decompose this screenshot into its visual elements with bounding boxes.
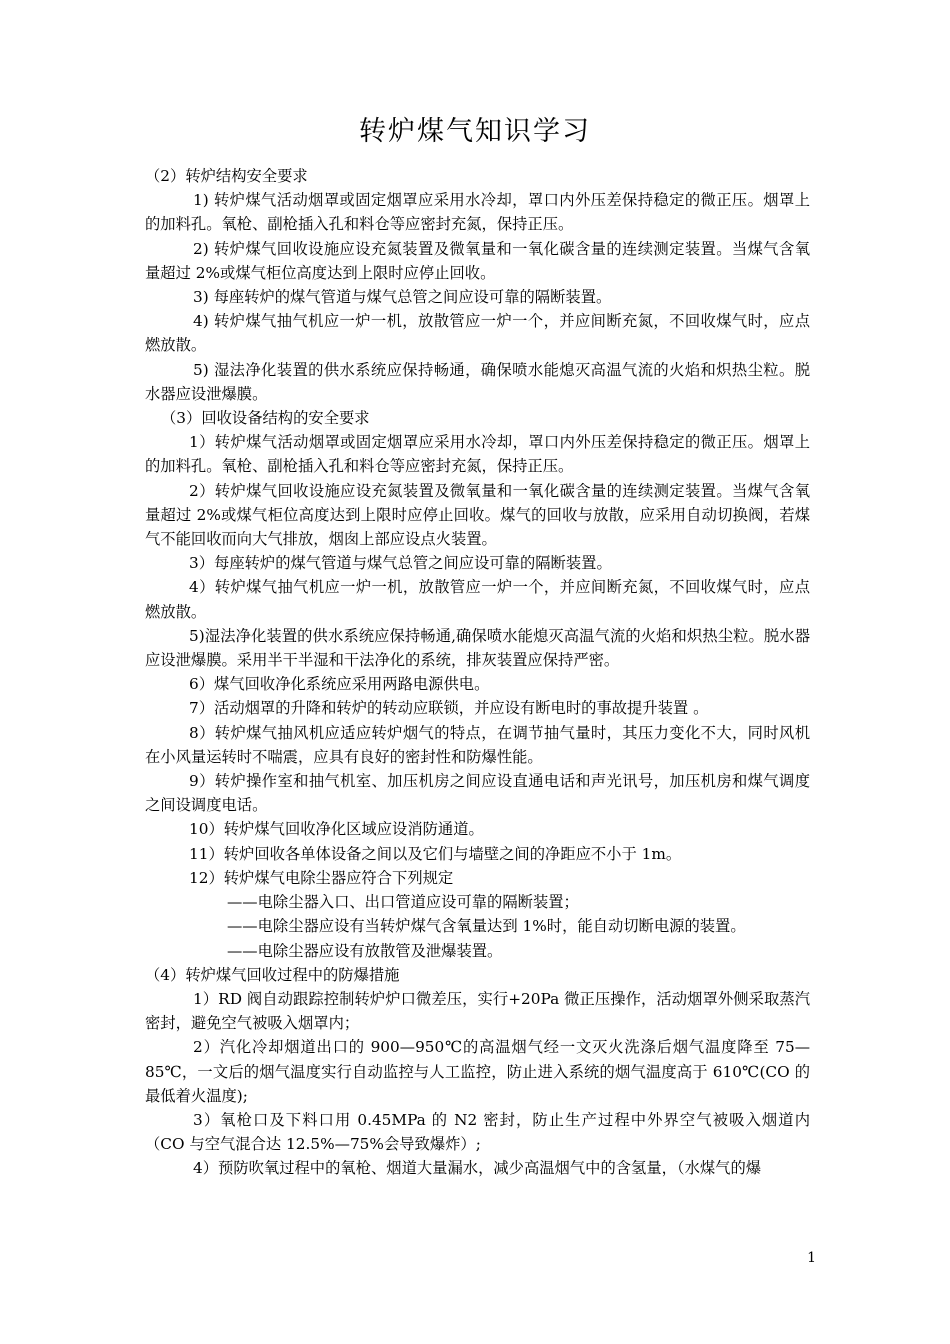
document-body	[145, 164, 810, 1181]
paragraph: 3）氧枪口及下料口用 0.45MPa 的 N2 密封，防止生产过程中外界空气被吸入烟道内（CO 与空气混合达 12.5%—75%会导致爆炸）;	[145, 1110, 810, 1154]
paragraph: 12）转炉煤气电除尘器应符合下列规定	[189, 868, 454, 887]
paragraph: 5) 湿法净化装置的供水系统应保持畅通，确保喷水能熄灭高温气流的火焰和炽热尘粒。脱水器应设泄爆膜。	[145, 360, 810, 403]
paragraph: 2）汽化冷却烟道出口的 900—950℃的高温烟气经一文灭火洗涤后烟气温度降至 75—85℃，一文后的烟气温度实行自动监控与人工监控，防止进入系统的烟气温度高于 610℃(CO 的最低着火温度);	[145, 1038, 810, 1105]
paragraph: 8）转炉煤气抽风机应适应转炉烟气的特点，在调节抽气量时，其压力变化不大，同时风机在小风量运转时不喘震，应具有良好的密封性和防爆性能。	[145, 723, 810, 766]
page-title: 转炉煤气知识学习	[359, 116, 591, 147]
paragraph: 3）每座转炉的煤气管道与煤气总管之间应设可靠的隔断装置。	[189, 554, 612, 573]
section-heading-4: （4）转炉煤气回收过程中的防爆措施	[145, 965, 400, 984]
section-heading-2: （2）转炉结构安全要求	[145, 167, 308, 185]
paragraph: 1）转炉煤气活动烟罩或固定烟罩应采用水冷却，罩口内外压差保持稳定的微正压。烟罩上的加料孔。氧枪、副枪插入孔和料仓等应密封充氮，保持正压。	[145, 433, 810, 476]
paragraph: 4）转炉煤气抽气机应一炉一机，放散管应一炉一个，并应间断充氮，不回收煤气时，应点燃放散。	[145, 578, 810, 621]
paragraph: 2）转炉煤气回收设施应设充氮装置及微氧量和一氧化碳含量的连续测定装置。当煤气含氧量超过 2%或煤气柜位高度达到上限时应停止回收。煤气的回收与放散，应采用自动切换阀，若煤气不能回收而向大气排放，烟囱上部应设点火装置。	[145, 481, 810, 549]
paragraph: 7）活动烟罩的升降和转炉的转动应联锁，并应设有断电时的事故提升装置 。	[189, 699, 709, 718]
list-item: ——电除尘器入口、出口管道应设可靠的隔断装置；	[227, 893, 579, 912]
paragraph: 1）RD 阀自动跟踪控制转炉炉口微差压，实行+20Pa 微正压操作，活动烟罩外侧采取蒸汽密封，避免空气被吸入烟罩内；	[145, 989, 810, 1033]
paragraph: 4) 转炉煤气抽气机应一炉一机，放散管应一炉一个，并应间断充氮，不回收煤气时，应点燃放散。	[145, 312, 810, 355]
paragraph: 11）转炉回收各单体设备之间以及它们与墙壁之间的净距应不小于 1m。	[189, 844, 682, 863]
list-item: ——电除尘器应设有放散管及泄爆装置。	[227, 941, 503, 960]
paragraph: 6）煤气回收净化系统应采用两路电源供电。	[189, 675, 490, 694]
paragraph: 5)湿法净化装置的供水系统应保持畅通,确保喷水能熄灭高温气流的火焰和炽热尘粒。脱水器应设泄爆膜。采用半干半湿和干法净化的系统，排灰装置应保持严密。	[145, 626, 810, 670]
paragraph: 10）转炉煤气回收净化区域应设消防通道。	[189, 820, 484, 839]
page-number: 1	[807, 1250, 816, 1266]
list-item: ——电除尘器应设有当转炉煤气含氧量达到 1%时，能自动切断电源的装置。	[227, 917, 746, 936]
paragraph: 2) 转炉煤气回收设施应设充氮装置及微氧量和一氧化碳含量的连续测定装置。当煤气含氧量超过 2%或煤气柜位高度达到上限时应停止回收。	[145, 239, 810, 282]
paragraph: 3) 每座转炉的煤气管道与煤气总管之间应设可靠的隔断装置。	[193, 288, 612, 307]
section-heading-3: （3）回收设备结构的安全要求	[161, 409, 370, 428]
paragraph: 1) 转炉煤气活动烟罩或固定烟罩应采用水冷却，罩口内外压差保持稳定的微正压。烟罩上的加料孔。氧枪、副枪插入孔和料仓等应密封充氮，保持正压。	[145, 191, 810, 234]
paragraph: 4）预防吹氧过程中的氧枪、烟道大量漏水，减少高温烟气中的含氢量，（水煤气的爆	[193, 1159, 762, 1178]
paragraph: 9）转炉操作室和抽气机室、加压机房之间应设直通电话和声光讯号，加压机房和煤气调度之间设调度电话。	[145, 772, 810, 815]
